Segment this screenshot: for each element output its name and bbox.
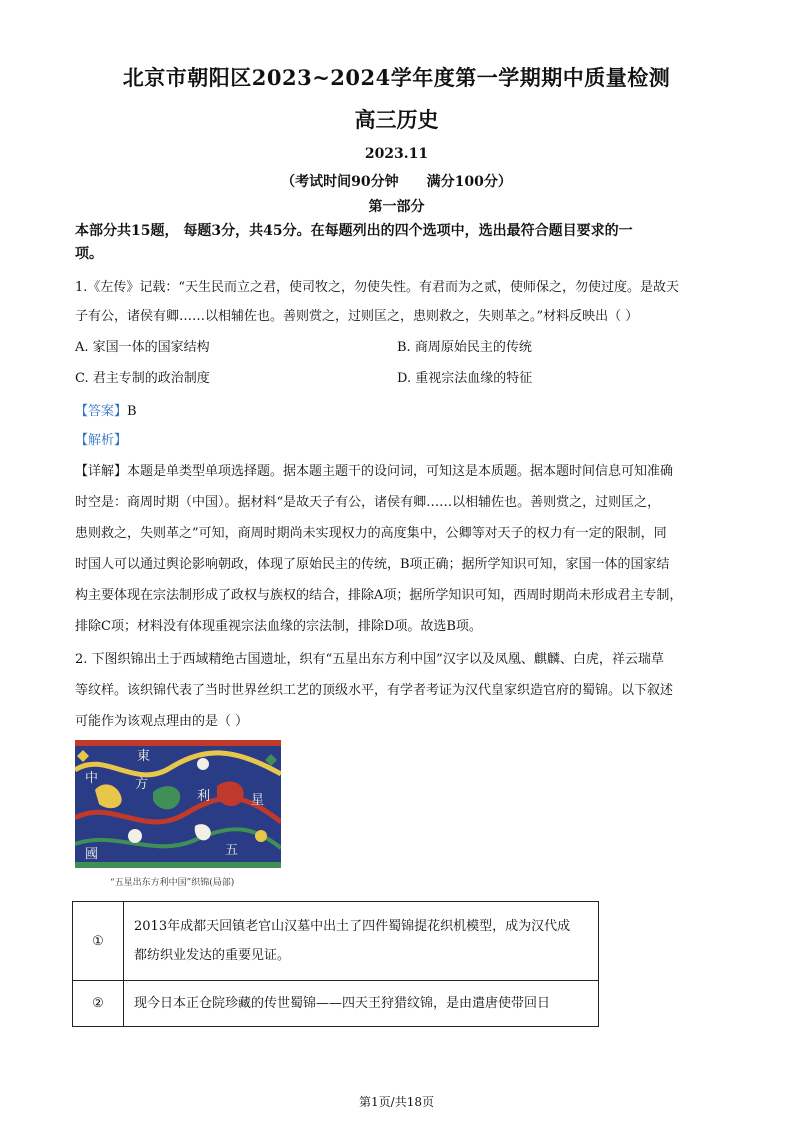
brocade-glyph: 國	[85, 847, 99, 862]
q1-detail-line-2: 时空是：商周时期（中国）。据材料“是故天子有公，诸侯有卿……以相辅佐也。善则赏之，过则匡之，	[75, 495, 661, 510]
statement-line: 都纺织业发达的重要见证。	[134, 948, 291, 963]
exam-date: 2023.11	[364, 146, 429, 162]
image-caption: “五星出东方利中国”织锦(局部)	[110, 878, 235, 888]
brocade-pattern	[75, 740, 281, 868]
q1-detail-line-3: 患则救之，失则革之”可知，商周时期尚未实现权力的高度集中，公卿等对天子的权力有一定的限制，同	[75, 526, 667, 541]
instructions-line-1: 本部分共15题， 每题3分，共45分。在每题列出的四个选项中，选出最符合题目要求的一	[75, 223, 633, 239]
brocade-glyph: 五	[225, 843, 239, 858]
brocade-glyph: 東	[137, 749, 151, 764]
q1-stem-line-2: 子有公，诸侯有卿……以相辅佐也。善则赏之，过则匡之，患则救之，失则革之。”材料反映出（ ）	[75, 309, 639, 324]
exam-info	[0, 171, 793, 191]
full-marks: 满分100分）	[426, 174, 512, 190]
q1-option-a[interactable]: A. 家国一体的国家结构	[75, 340, 210, 355]
q1-detail-line-4: 时国人可以通过舆论影响朝政，体现了原始民主的传统，B项正确；据所学知识可知，家国一体的国家结	[75, 557, 670, 572]
exam-time: （考试时间90分钟	[281, 174, 399, 190]
statement-line: 现今日本正仓院珍藏的传世蜀锦——四天王狩猎纹锦，是由遣唐使带回日	[134, 996, 551, 1011]
q1-stem-line-1: 1.《左传》记载：“天生民而立之君，使司牧之，勿使失性。有君而为之贰，使师保之，勿使过度。是故天	[75, 280, 680, 295]
answer-label: 【答案】	[75, 404, 128, 419]
statements-table	[72, 901, 599, 1027]
q1-option-b[interactable]: B. 商周原始民主的传统	[397, 340, 532, 355]
brocade-glyph: 利	[197, 789, 211, 804]
q1-option-c[interactable]: C. 君主专制的政治制度	[75, 371, 210, 386]
statement-text	[124, 902, 599, 981]
statement-text	[124, 981, 599, 1027]
q1-detail-line-6: 排除C项；材料没有体现重视宗法血缘的宗法制，排除D项。故选B项。	[75, 619, 482, 634]
q1-answer	[75, 400, 137, 419]
brocade-image	[75, 740, 281, 868]
statement-line: 2013年成都天回镇老官山汉墓中出土了四件蜀锦提花织机模型，成为汉代成	[134, 919, 571, 934]
instructions-line-2: 项。	[75, 246, 103, 262]
analysis-label: 【解析】	[75, 433, 128, 448]
q1-detail-line-1: 【详解】本题是单类型单项选择题。据本题主题干的设问词，可知这是本质题。据本题时间信息可知准确	[75, 464, 674, 479]
brocade-glyph: 中	[85, 771, 99, 786]
q2-stem-line-2: 等纹样。该织锦代表了当时世界丝织工艺的顶级水平，有学者考证为汉代皇家织造官府的蜀锦。以下叙述	[75, 683, 674, 698]
brocade-glyph: 星	[251, 793, 265, 808]
page-title: 北京市朝阳区2023~2024学年度第一学期期中质量检测	[122, 65, 671, 90]
subject-title: 高三历史	[354, 107, 439, 132]
page-number: 第1页/共18页	[359, 1095, 434, 1109]
q2-stem-line-3: 可能作为该观点理由的是（ ）	[75, 714, 249, 729]
q1-option-d[interactable]: D. 重视宗法血缘的特征	[397, 371, 533, 386]
table-row	[73, 902, 599, 981]
statement-number: ②	[73, 981, 124, 1027]
q2-stem-line-1: 2. 下图织锦出土于西域精绝古国遗址，织有“五星出东方利中国”汉字以及凤凰、麒麟、白虎，祥云瑞草	[75, 652, 664, 667]
answer-value: B	[127, 404, 137, 419]
q1-detail-line-5: 构主要体现在宗法制形成了政权与族权的结合，排除A项；据所学知识可知，西周时期尚未形成君主专制，	[75, 588, 683, 603]
brocade-glyph: 方	[135, 777, 149, 792]
part-heading: 第一部分	[368, 199, 425, 215]
table-row	[73, 981, 599, 1027]
statement-number: ①	[73, 902, 124, 981]
